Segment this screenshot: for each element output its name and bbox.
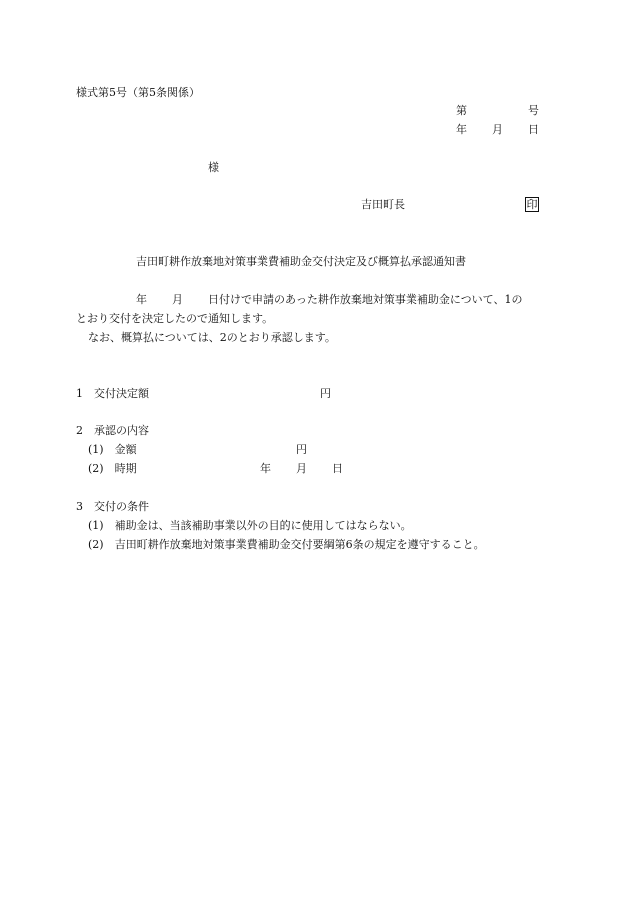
doc-number-suffix: 号 (528, 104, 539, 117)
body-line1-month: 月 (172, 293, 183, 306)
form-id: 様式第5号（第5条関係） (76, 86, 200, 99)
section1-label: 1 交付決定額 (76, 387, 149, 400)
document-title: 吉田町耕作放棄地対策事業費補助金交付決定及び概算払承認通知書 (136, 255, 466, 268)
seal-stamp: 印 (526, 198, 538, 211)
body-line1-year: 年 (136, 293, 147, 306)
doc-number-prefix: 第 (456, 104, 467, 117)
section3-label: 3 交付の条件 (76, 500, 149, 513)
section3-item1: (1) 補助金は、当該補助事業以外の目的に使用してはならない。 (88, 519, 412, 532)
section2-item1-label: (1) 金額 (88, 443, 137, 456)
doc-date-year: 年 (456, 123, 467, 136)
section1-unit: 円 (320, 387, 331, 400)
addressee-suffix: 様 (208, 161, 219, 174)
section2-item1-unit: 円 (296, 443, 307, 456)
body-line2: とおり交付を決定したので通知します。 (76, 312, 274, 325)
section2-item2-label: (2) 時期 (88, 462, 137, 475)
section2-item2-year: 年 (260, 462, 271, 475)
seal-mark (525, 197, 539, 212)
doc-date-month: 月 (492, 123, 503, 136)
issuer: 吉田町長 (361, 198, 405, 211)
body-line1-text: 日付けで申請のあった耕作放棄地対策事業補助金について、1の (208, 293, 523, 306)
body-line3: なお、概算払については、2のとおり承認します。 (88, 331, 336, 344)
section3-item2: (2) 吉田町耕作放棄地対策事業費補助金交付要綱第6条の規定を遵守すること。 (88, 538, 485, 551)
section2-item2-day: 日 (332, 462, 343, 475)
doc-date-day: 日 (528, 123, 539, 136)
section2-label: 2 承認の内容 (76, 424, 149, 437)
section2-item2-month: 月 (296, 462, 307, 475)
